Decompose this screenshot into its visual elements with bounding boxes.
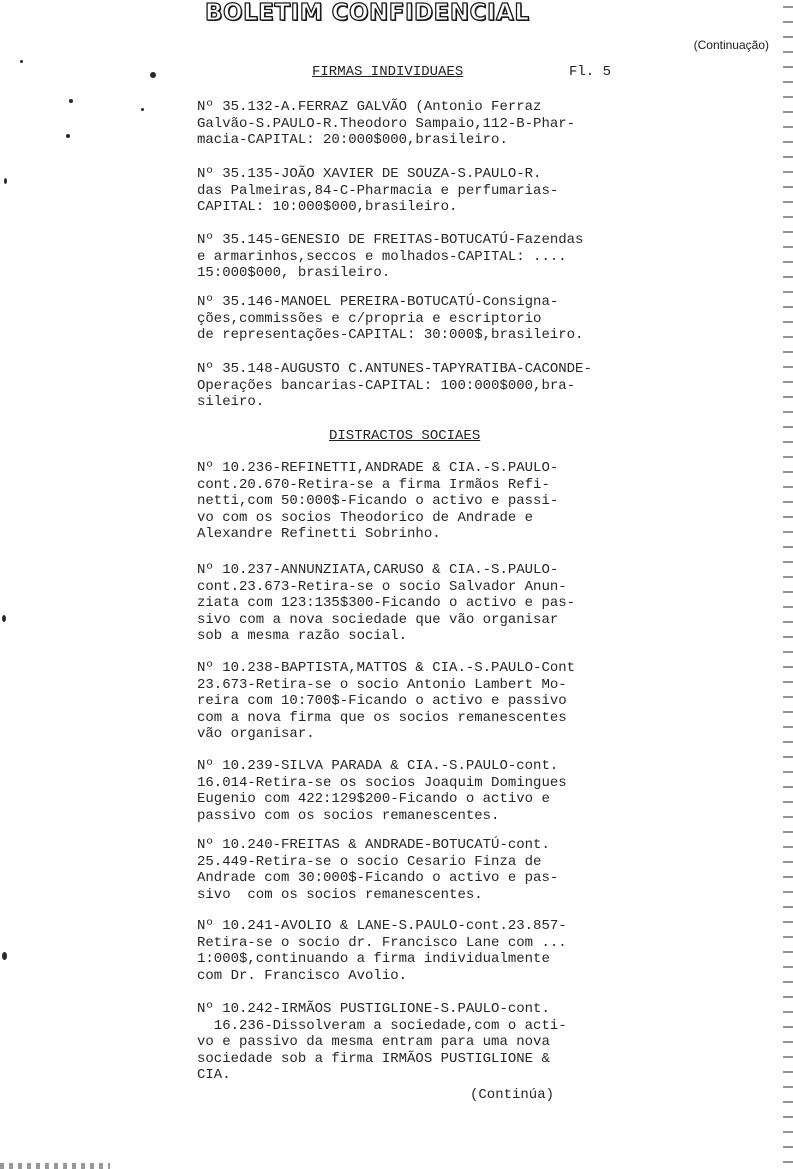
registry-entry: [197, 758, 647, 824]
entry-line: Nº 35.132-A.FERRAZ GALVÃO (Antonio Ferraz: [197, 99, 542, 115]
entry-line: 15:000$000, brasileiro.: [197, 265, 391, 281]
entry-line: Nº 10.242-IRMÃOS PUSTIGLIONE-S.PAULO-cont.: [197, 1001, 550, 1017]
entry-line: Andrade com 30:000$-Ficando o activo e pas-: [197, 870, 559, 886]
entry-line: 1:000$,continuando a firma individualmente: [197, 951, 550, 967]
entry-line: Galvão-S.PAULO-R.Theodoro Sampaio,112-B-Phar-: [197, 115, 576, 132]
entry-line: Nº 35.148-AUGUSTO C.ANTUNES-TAPYRATIBA-CACONDE-: [197, 361, 592, 377]
entry-line: vo e passivo da mesma entram para uma nova: [197, 1034, 550, 1050]
scan-speck: [2, 952, 7, 960]
entry-line: Nº 10.241-AVOLIO & LANE-S.PAULO-cont.23.857-: [197, 918, 567, 934]
section-title: DISTRACTOS SOCIAES: [329, 428, 481, 444]
registry-entry: [197, 166, 647, 216]
registry-entry: [197, 99, 647, 149]
entry-line: cont.23.673-Retira-se o socio Salvador Anun-: [197, 578, 567, 595]
entry-line: sivo com a nova sociedade que vão organisar: [197, 611, 559, 628]
scan-speck: [150, 72, 156, 78]
scan-speck: [141, 108, 144, 111]
entry-line: das Palmeiras,84-C-Pharmacia e perfumarias-: [197, 182, 559, 199]
registry-entry: [197, 660, 647, 743]
entry-line: sociedade sob a firma IRMÃOS PUSTIGLIONE &: [197, 1050, 550, 1067]
entry-line: com a nova firma que os socios remanescentes: [197, 709, 567, 726]
entry-line: macia-CAPITAL: 20:000$000,brasileiro.: [197, 132, 508, 148]
entry-line: Nº 35.146-MANOEL PEREIRA-BOTUCATÚ-Consigna-: [197, 294, 559, 310]
scan-speck: [69, 99, 73, 103]
entry-line: CAPITAL: 10:000$000,brasileiro.: [197, 199, 458, 215]
entry-line: com Dr. Francisco Avolio.: [197, 967, 408, 984]
entry-line: Retira-se o socio dr. Francisco Lane com ...: [197, 934, 567, 951]
entry-line: netti,com 50:000$-Ficando o activo e passi-: [197, 493, 559, 509]
folio-number: Fl. 5: [569, 64, 612, 80]
entry-line: reira com 10:700$-Ficando o activo e passivo: [197, 693, 567, 709]
continuation-note: (Continuação): [693, 38, 769, 52]
entry-line: Nº 10.238-BAPTISTA,MATTOS & CIA.-S.PAULO-Cont: [197, 660, 576, 676]
scan-speck: [4, 178, 7, 184]
entry-line: ziata com 123:135$300-Ficando o activo e pas-: [197, 595, 576, 611]
scan-edge: [0, 1163, 110, 1169]
scan-speck: [20, 60, 23, 63]
entry-line: e armarinhos,seccos e molhados-CAPITAL: ....: [197, 248, 567, 265]
registry-entry: [197, 294, 647, 344]
continued-note: (Continúa): [470, 1087, 555, 1103]
entry-line: Nº 35.145-GENESIO DE FREITAS-BOTUCATÚ-Fazendas: [197, 232, 584, 248]
scan-edge: [783, 0, 793, 1169]
entry-line: Alexandre Refinetti Sobrinho.: [197, 526, 441, 542]
entry-line: 23.673-Retira-se o socio Antonio Lambert Mo-: [197, 676, 567, 693]
entry-line: vo com os socios Theodorico de Andrade e: [197, 509, 534, 526]
registry-entry: [197, 918, 647, 984]
registry-entry: [197, 562, 647, 645]
entry-line: de representações-CAPITAL: 30:000$,brasileiro.: [197, 327, 584, 343]
entry-line: Nº 10.236-REFINETTI,ANDRADE & CIA.-S.PAULO-: [197, 460, 559, 476]
masthead-title: BOLETIM CONFIDENCIAL: [205, 0, 530, 26]
entry-line: Nº 10.237-ANNUNZIATA,CARUSO & CIA.-S.PAULO-: [197, 562, 559, 578]
entry-line: Nº 10.240-FREITAS & ANDRADE-BOTUCATÚ-cont.: [197, 837, 550, 853]
scan-speck: [2, 615, 6, 622]
scan-speck: [66, 134, 70, 138]
entry-line: Nº 35.135-JOÃO XAVIER DE SOUZA-S.PAULO-R.: [197, 166, 542, 182]
registry-entry: [197, 837, 647, 903]
entry-line: CIA.: [197, 1067, 231, 1083]
entry-line: vão organisar.: [197, 726, 315, 742]
section-title: FIRMAS INDIVIDUAES: [312, 64, 464, 80]
entry-line: Nº 10.239-SILVA PARADA & CIA.-S.PAULO-cont.: [197, 758, 559, 774]
registry-entry: [197, 1001, 647, 1084]
entry-line: ções,commissões e c/propria e escriptorio: [197, 310, 542, 327]
entry-line: sob a mesma razão social.: [197, 628, 408, 644]
registry-entry: [197, 460, 647, 543]
entry-line: 25.449-Retira-se o socio Cesario Finza de: [197, 853, 542, 870]
entry-line: cont.20.670-Retira-se a firma Irmãos Refi-: [197, 476, 550, 493]
entry-line: 16.236-Dissolveram a sociedade,com o acti-: [197, 1017, 567, 1034]
entry-line: 16.014-Retira-se os socios Joaquim Domingues: [197, 774, 567, 791]
entry-line: Eugenio com 422:129$200-Ficando o activo e: [197, 791, 550, 807]
entry-line: sivo com os socios remanescentes.: [197, 886, 483, 903]
registry-entry: [197, 232, 647, 282]
entry-line: passivo com os socios remanescentes.: [197, 807, 500, 824]
entry-line: sileiro.: [197, 394, 265, 410]
registry-entry: [197, 361, 647, 411]
entry-line: Operações bancarias-CAPITAL: 100:000$000,bra-: [197, 377, 576, 394]
